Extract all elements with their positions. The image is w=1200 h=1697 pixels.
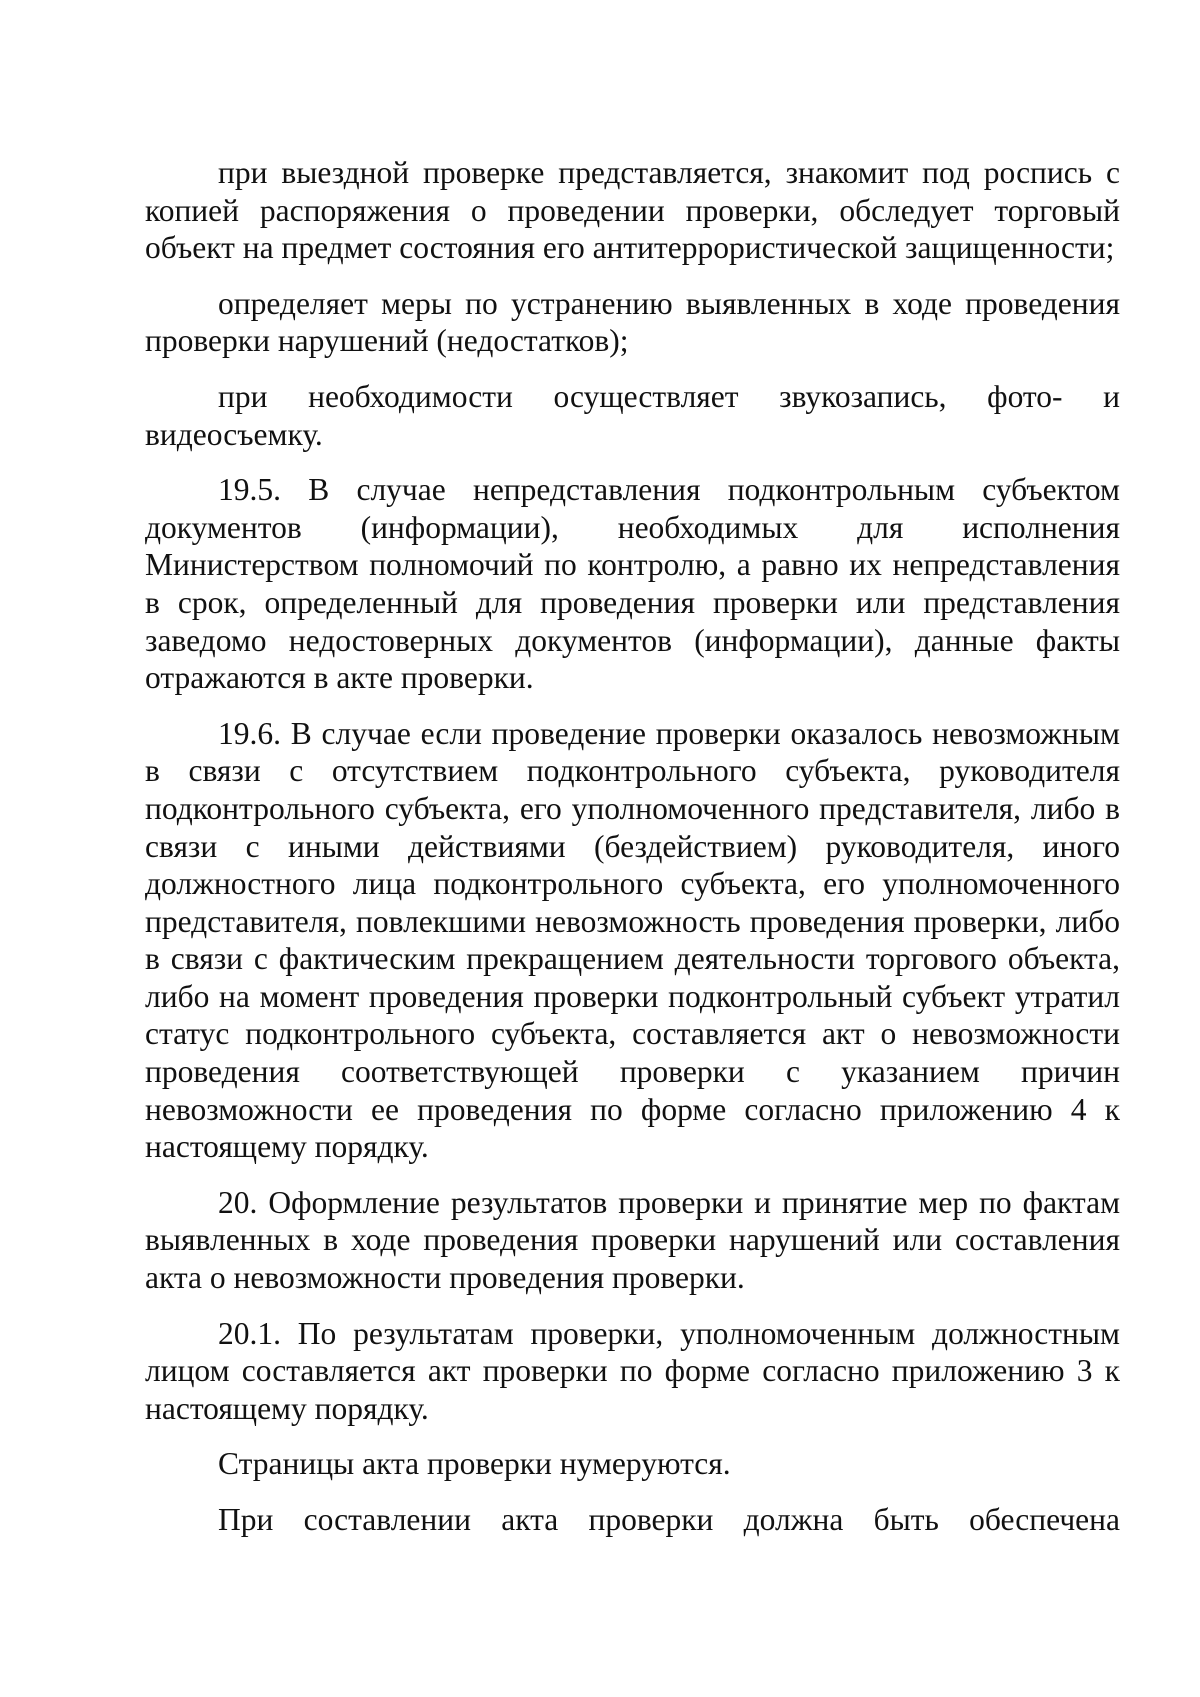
paragraph-audio-video-recording: при необходимости осуществляет звукозапись, фото- и видеосъемку. [145,378,1120,452]
document-body [145,154,1120,1557]
paragraph-20: 20. Оформление результатов проверки и принятие мер по фактам выявленных в ходе проведения проверки нарушений или составления акта о невозможности проведения проверки. [145,1184,1120,1296]
paragraph-page-numbering: Страницы акта проверки нумеруются. [218,1446,731,1482]
paragraph-continued: При составлении акта проверки должна быть обеспечена [218,1502,1120,1537]
paragraph-20-1: 20.1. По результатам проверки, уполномоченным должностным лицом составляется акт проверки по форме согласно приложению 3 к настоящему порядку. [145,1315,1120,1426]
paragraph-remedial-measures: определяет меры по устранению выявленных в ходе проведения проверки нарушений (недостатков); [145,285,1120,359]
paragraph-19-6: 19.6. В случае если проведение проверки оказалось невозможным в связи с отсутствием подконтрольного субъекта, руководителя подконтрольного субъекта, его уполномоченного представителя, либо в связи с иными действиями (бездействием) руководителя, иного должностного лица подконтрольного субъекта, его уполномоченного представителя, повлекшими невозможность проведения проверки, либо в связи с фактическим прекращением деятельности торгового объекта, либо на момент проведения проверки подконтрольный субъект утратил статус подконтрольного субъекта, составляется акт о невозможности проведения соответствующей проверки с указанием причин невозможности ее проведения по форме согласно приложению 4 к настоящему порядку. [145,715,1120,1165]
paragraph-19-5: 19.5. В случае непредставления подконтрольным субъектом документов (информации), необходимых для исполнения Министерством полномочий по контролю, а равно их непредставления в срок, определенный для проведения проверки или представления заведомо недостоверных документов (информации), данные факты отражаются в акте проверки. [145,472,1120,696]
paragraph-inspection-duties: при выездной проверке представляется, знакомит под роспись с копией распоряжения о проведении проверки, обследует торговый объект на предмет состояния его антитеррористической защищенности; [145,155,1120,266]
